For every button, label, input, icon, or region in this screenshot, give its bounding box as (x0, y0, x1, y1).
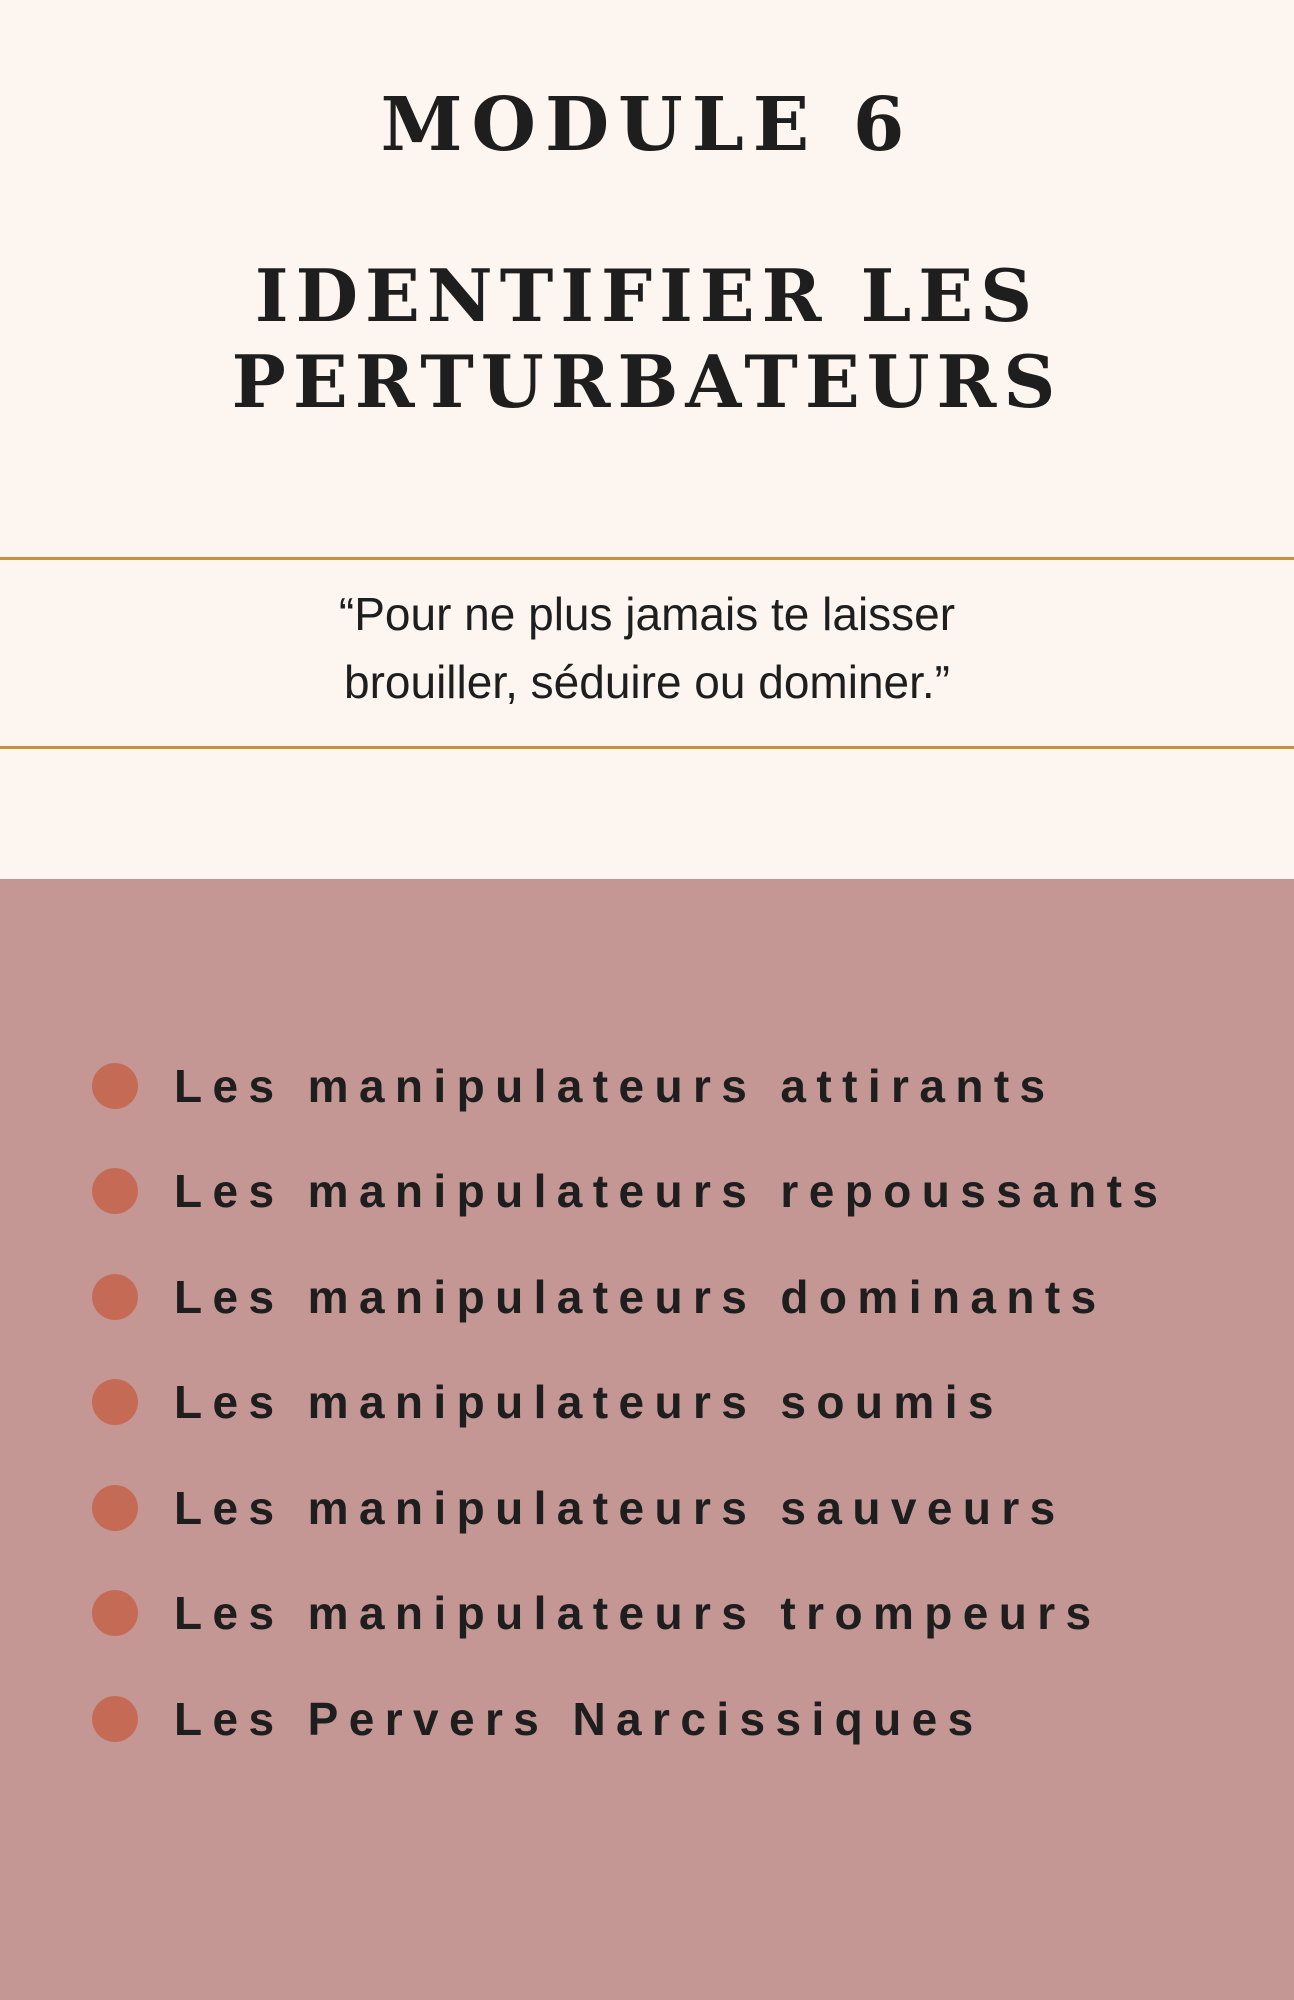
divider-top (0, 557, 1294, 560)
bullet-icon (92, 1168, 138, 1214)
bullet-icon (92, 1696, 138, 1742)
list-item-label: Les manipulateurs dominants (174, 1270, 1107, 1323)
list-item-label: Les manipulateurs sauveurs (174, 1481, 1066, 1534)
divider-bottom (0, 746, 1294, 749)
bullet-icon (92, 1379, 138, 1425)
list-item-label: Les manipulateurs attirants (174, 1059, 1056, 1112)
list-item (0, 1350, 1294, 1456)
bullet-icon (92, 1590, 138, 1636)
header-section (0, 0, 1294, 879)
quote (0, 580, 1294, 716)
list-item-label: Les Pervers Narcissiques (174, 1692, 984, 1745)
list-item (0, 1139, 1294, 1245)
topics-list (0, 1033, 1294, 1772)
list-item (0, 1666, 1294, 1772)
list-item-label: Les manipulateurs trompeurs (174, 1587, 1102, 1640)
list-item (0, 1561, 1294, 1667)
list-item (0, 1455, 1294, 1561)
page-title-line2: PERTURBATEURS (231, 339, 1063, 424)
bullet-icon (92, 1063, 138, 1109)
page-title (0, 253, 1294, 425)
bullet-icon (92, 1274, 138, 1320)
list-item (0, 1244, 1294, 1350)
quote-line2: brouiller, séduire ou dominer.” (344, 656, 950, 708)
module-label: MODULE 6 (380, 82, 914, 168)
bullet-icon (92, 1485, 138, 1531)
page-title-line1: IDENTIFIER LES (254, 253, 1040, 338)
list-item-label: Les manipulateurs repoussants (174, 1165, 1169, 1218)
quote-line1: “Pour ne plus jamais te laisser (338, 588, 956, 640)
list-item (0, 1033, 1294, 1139)
list-item-label: Les manipulateurs soumis (174, 1376, 1004, 1429)
